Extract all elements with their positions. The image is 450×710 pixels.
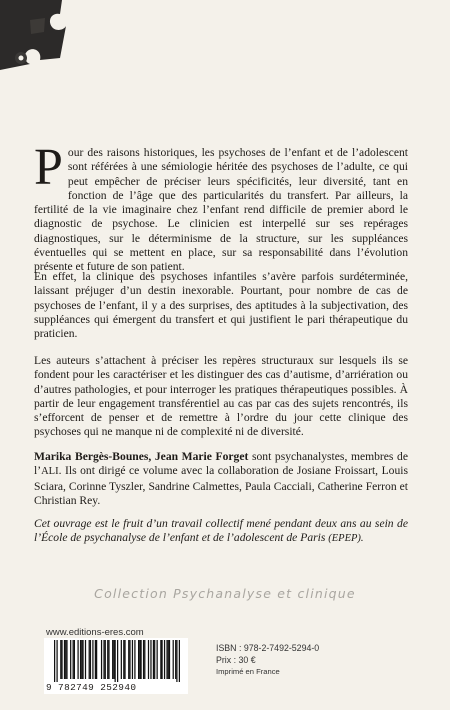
barcode-bar <box>90 640 91 679</box>
origin-note <box>34 517 408 547</box>
barcode-bar <box>89 640 90 679</box>
barcode-bar <box>134 640 135 679</box>
barcode-bar <box>144 640 145 679</box>
barcode-bar <box>107 640 108 679</box>
barcode <box>54 640 180 682</box>
barcode-bar <box>138 640 139 679</box>
barcode-bar <box>74 640 75 679</box>
isbn: ISBN : 978-2-7492-5294-0 <box>216 643 320 653</box>
barcode-bar <box>96 640 97 679</box>
barcode-bar <box>101 640 102 679</box>
barcode-bar <box>168 640 169 679</box>
barcode-bar <box>143 640 144 679</box>
barcode-bar <box>64 640 65 679</box>
barcode-bar <box>105 640 106 679</box>
barcode-bar <box>60 640 61 679</box>
barcode-bar <box>54 640 55 682</box>
barcode-bar <box>115 640 116 682</box>
barcode-bar <box>103 640 104 679</box>
blurb-paragraph-1 <box>34 139 408 275</box>
paragraph-1-text: our des raisons historiques, les psychoses de l’enfant et de l’adolescent sont référées à une sémiologie héritée des psychoses de l’adulte, ce qui peut empêcher de préciser leurs spécificités, leur diversité, tant en fonction de l’âge que des particularités du transfert. Par ailleurs, la fertilité de la vie imaginaire chez l’enfant rend difficile de premier abord le diagnostic de psychose. Le clinicien est interpellé sur ses repérages diagnostiques, sur le déterminisme de la structure, sur les suppléances éventuelles qui se mettent en place, sur sa responsabilité dans l’évolution présente et future de son patient. <box>34 146 408 274</box>
barcode-bar <box>173 640 174 679</box>
barcode-bar <box>80 640 81 679</box>
barcode-bar <box>179 640 180 682</box>
barcode-bar <box>108 640 109 679</box>
barcode-bar <box>66 640 67 679</box>
barcode-bar <box>123 640 124 679</box>
barcode-bar <box>128 640 129 679</box>
origin-note-text: Cet ouvrage est le fruit d’un travail collectif mené pendant deux ans au sein de l’École de psychanalyse de l’enfant et de l’adolescent de Paris <box>34 517 408 545</box>
barcode-bar <box>56 640 57 682</box>
barcode-bar <box>113 640 114 679</box>
barcode-bar <box>85 640 86 679</box>
barcode-bar <box>154 640 155 679</box>
drop-cap: P <box>34 139 63 196</box>
barcode-bar <box>82 640 83 679</box>
authors-text-a: sont psychanalystes, membres de l’ <box>34 450 408 478</box>
barcode-bar <box>92 640 93 679</box>
epep-abbreviation: (EPEP). <box>328 533 364 545</box>
blurb-paragraph-3: Les auteurs s’attachent à préciser les repères structuraux sur lesquels ils se fondent pour les caractériser et les distinguer des cas d’autisme, d’arriération ou d’autres pathologies, et pour interroger les pratiques thérapeutiques possibles. À partir de leur engagement transférentiel au cas par cas des sujets rencontrés, ils s’efforcent de penser et de remettre à l’ordre du jour cette clinique des psychoses qui ne manque ni de complexité ni de diversité. <box>34 354 408 439</box>
barcode-bar <box>61 640 62 679</box>
barcode-bar <box>140 640 141 679</box>
barcode-bar <box>112 640 113 679</box>
publication-info <box>216 642 319 678</box>
barcode-bar <box>169 640 170 679</box>
barcode-bar <box>157 640 158 679</box>
barcode-bar <box>124 640 125 679</box>
barcode-bar <box>65 640 66 679</box>
barcode-bar <box>129 640 130 679</box>
collection-title: Collection Psychanalyse et clinique <box>94 586 356 601</box>
barcode-bar <box>81 640 82 679</box>
barcode-bar <box>121 640 122 679</box>
authors-paragraph <box>34 450 408 508</box>
barcode-bar <box>117 640 118 682</box>
puzzle-piece-graphic <box>0 0 70 80</box>
author-names: Marika Bergès-Bounes, Jean Marie Forget <box>34 450 249 463</box>
barcode-area <box>44 638 188 694</box>
barcode-bar <box>160 640 161 679</box>
barcode-bar <box>164 640 165 679</box>
barcode-bar <box>175 640 176 679</box>
barcode-bar <box>150 640 151 679</box>
publisher-website: www.editions-eres.com <box>46 627 144 638</box>
blurb-paragraph-2: En effet, la clinique des psychoses infantiles s’avère parfois surdéterminée, laissant préjuger d’un destin inexorable. Pourtant, pour nombre de cas de psychoses de l’enfant, il y a des surprises, des aptitudes à la subjectivation, des suppléances qui émergent du transfert et qui justifient le pari thérapeutique du praticien. <box>34 270 408 341</box>
barcode-digits: 9 782749 252940 <box>46 682 137 693</box>
barcode-bar <box>95 640 96 679</box>
barcode-bar <box>132 640 133 679</box>
barcode-bar <box>153 640 154 679</box>
barcode-bar <box>70 640 71 679</box>
ali-abbreviation: ALI <box>41 466 59 478</box>
barcode-bar <box>77 640 78 679</box>
authors-text-b: . Ils ont dirigé ce volume avec la collaboration de Josiane Froissart, Louis Sciara, Corinne Tyszler, Sandrine Calmettes, Paula Cacciali, Catherine Ferron et Christian Rey. <box>34 464 408 507</box>
barcode-bar <box>139 640 140 679</box>
printed-in: Imprimé en France <box>216 667 280 676</box>
barcode-bar <box>148 640 149 679</box>
barcode-bar <box>161 640 162 679</box>
barcode-bar <box>176 640 177 682</box>
barcode-bar <box>73 640 74 679</box>
price: Prix : 30 € <box>216 655 256 665</box>
barcode-bar <box>166 640 167 679</box>
